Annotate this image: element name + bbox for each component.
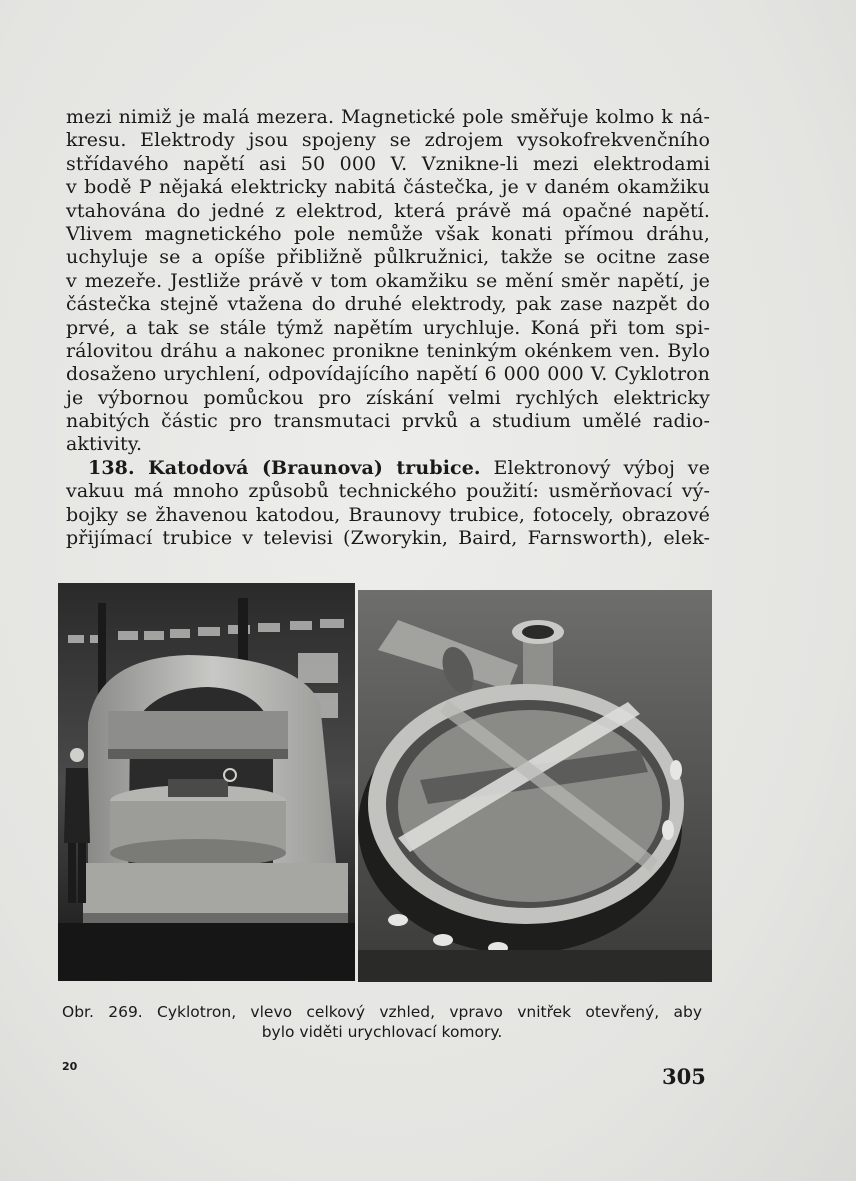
text-line: bojky se žhavenou katodou, Braunovy trubice, fotocely, obrazové (66, 503, 710, 526)
text-line: přijímací trubice v televisi (Zworykin, Baird, Farnsworth), elek- (66, 527, 710, 550)
text-line: uchyluje se a opíše přibližně půlkružnici, takže se ocitne zase (66, 246, 710, 269)
text-line: v mezeře. Jestliže právě v tom okamžiku se mění směr napětí, je (66, 269, 710, 292)
text-line: vtahována do jedné z elektrod, která právě má opačné napětí. (66, 199, 710, 222)
body-text (66, 106, 710, 550)
text-line: rálovitou dráhu a nakonec pronikne teninkým okénkem ven. Bylo (66, 339, 710, 362)
cyclotron-overall-photo (58, 583, 355, 981)
text-line: aktivity. (66, 433, 143, 456)
cyclotron-interior-illustration (358, 590, 712, 982)
cyclotron-interior-photo (358, 590, 712, 982)
text-line: Vlivem magnetického pole nemůže však konati přímou dráhu, (66, 222, 710, 245)
text-line: v bodě P nějaká elektricky nabitá částečka, je v daném okamžiku (66, 176, 710, 199)
page-number: 305 (662, 1064, 706, 1089)
caption-line: Obr. 269. Cyklotron, vlevo celkový vzhled, vpravo vnitřek otevřený, aby (62, 1003, 702, 1021)
text-line: střídavého napětí asi 50 000 V. Vznikne-li mezi elektrodami (66, 152, 710, 175)
text-line: nabitých částic pro transmutaci prvků a studium umělé radio- (66, 410, 710, 433)
caption-line: bylo viděti urychlovací komory. (261, 1023, 503, 1041)
section-first-line (66, 457, 710, 480)
section-heading: 138. Katodová (Braunova) trubice. (88, 456, 481, 479)
figure-caption (62, 1002, 702, 1042)
text-line: vakuu má mnoho způsobů technického použití: usměrňovací vý- (66, 480, 710, 503)
text-line: je výbornou pomůckou pro získání velmi rychlých elektricky (66, 386, 710, 409)
signature-mark: 20 (62, 1060, 78, 1073)
text-line: částečka stejně vtažena do druhé elektrody, pak zase nazpět do (66, 293, 710, 316)
section-first-line-text: Elektronový výboj ve (480, 456, 710, 479)
text-line: kresu. Elektrody jsou spojeny se zdrojem vysokofrekvenčního (66, 129, 710, 152)
text-line: prvé, a tak se stále týmž napětím urychluje. Koná při tom spi- (66, 316, 710, 339)
cyclotron-overall-illustration (58, 583, 355, 981)
text-line: mezi nimiž je malá mezera. Magnetické pole směřuje kolmo k ná- (66, 106, 710, 128)
text-line: dosaženo urychlení, odpovídajícího napětí 6 000 000 V. Cyklotron (66, 363, 710, 386)
